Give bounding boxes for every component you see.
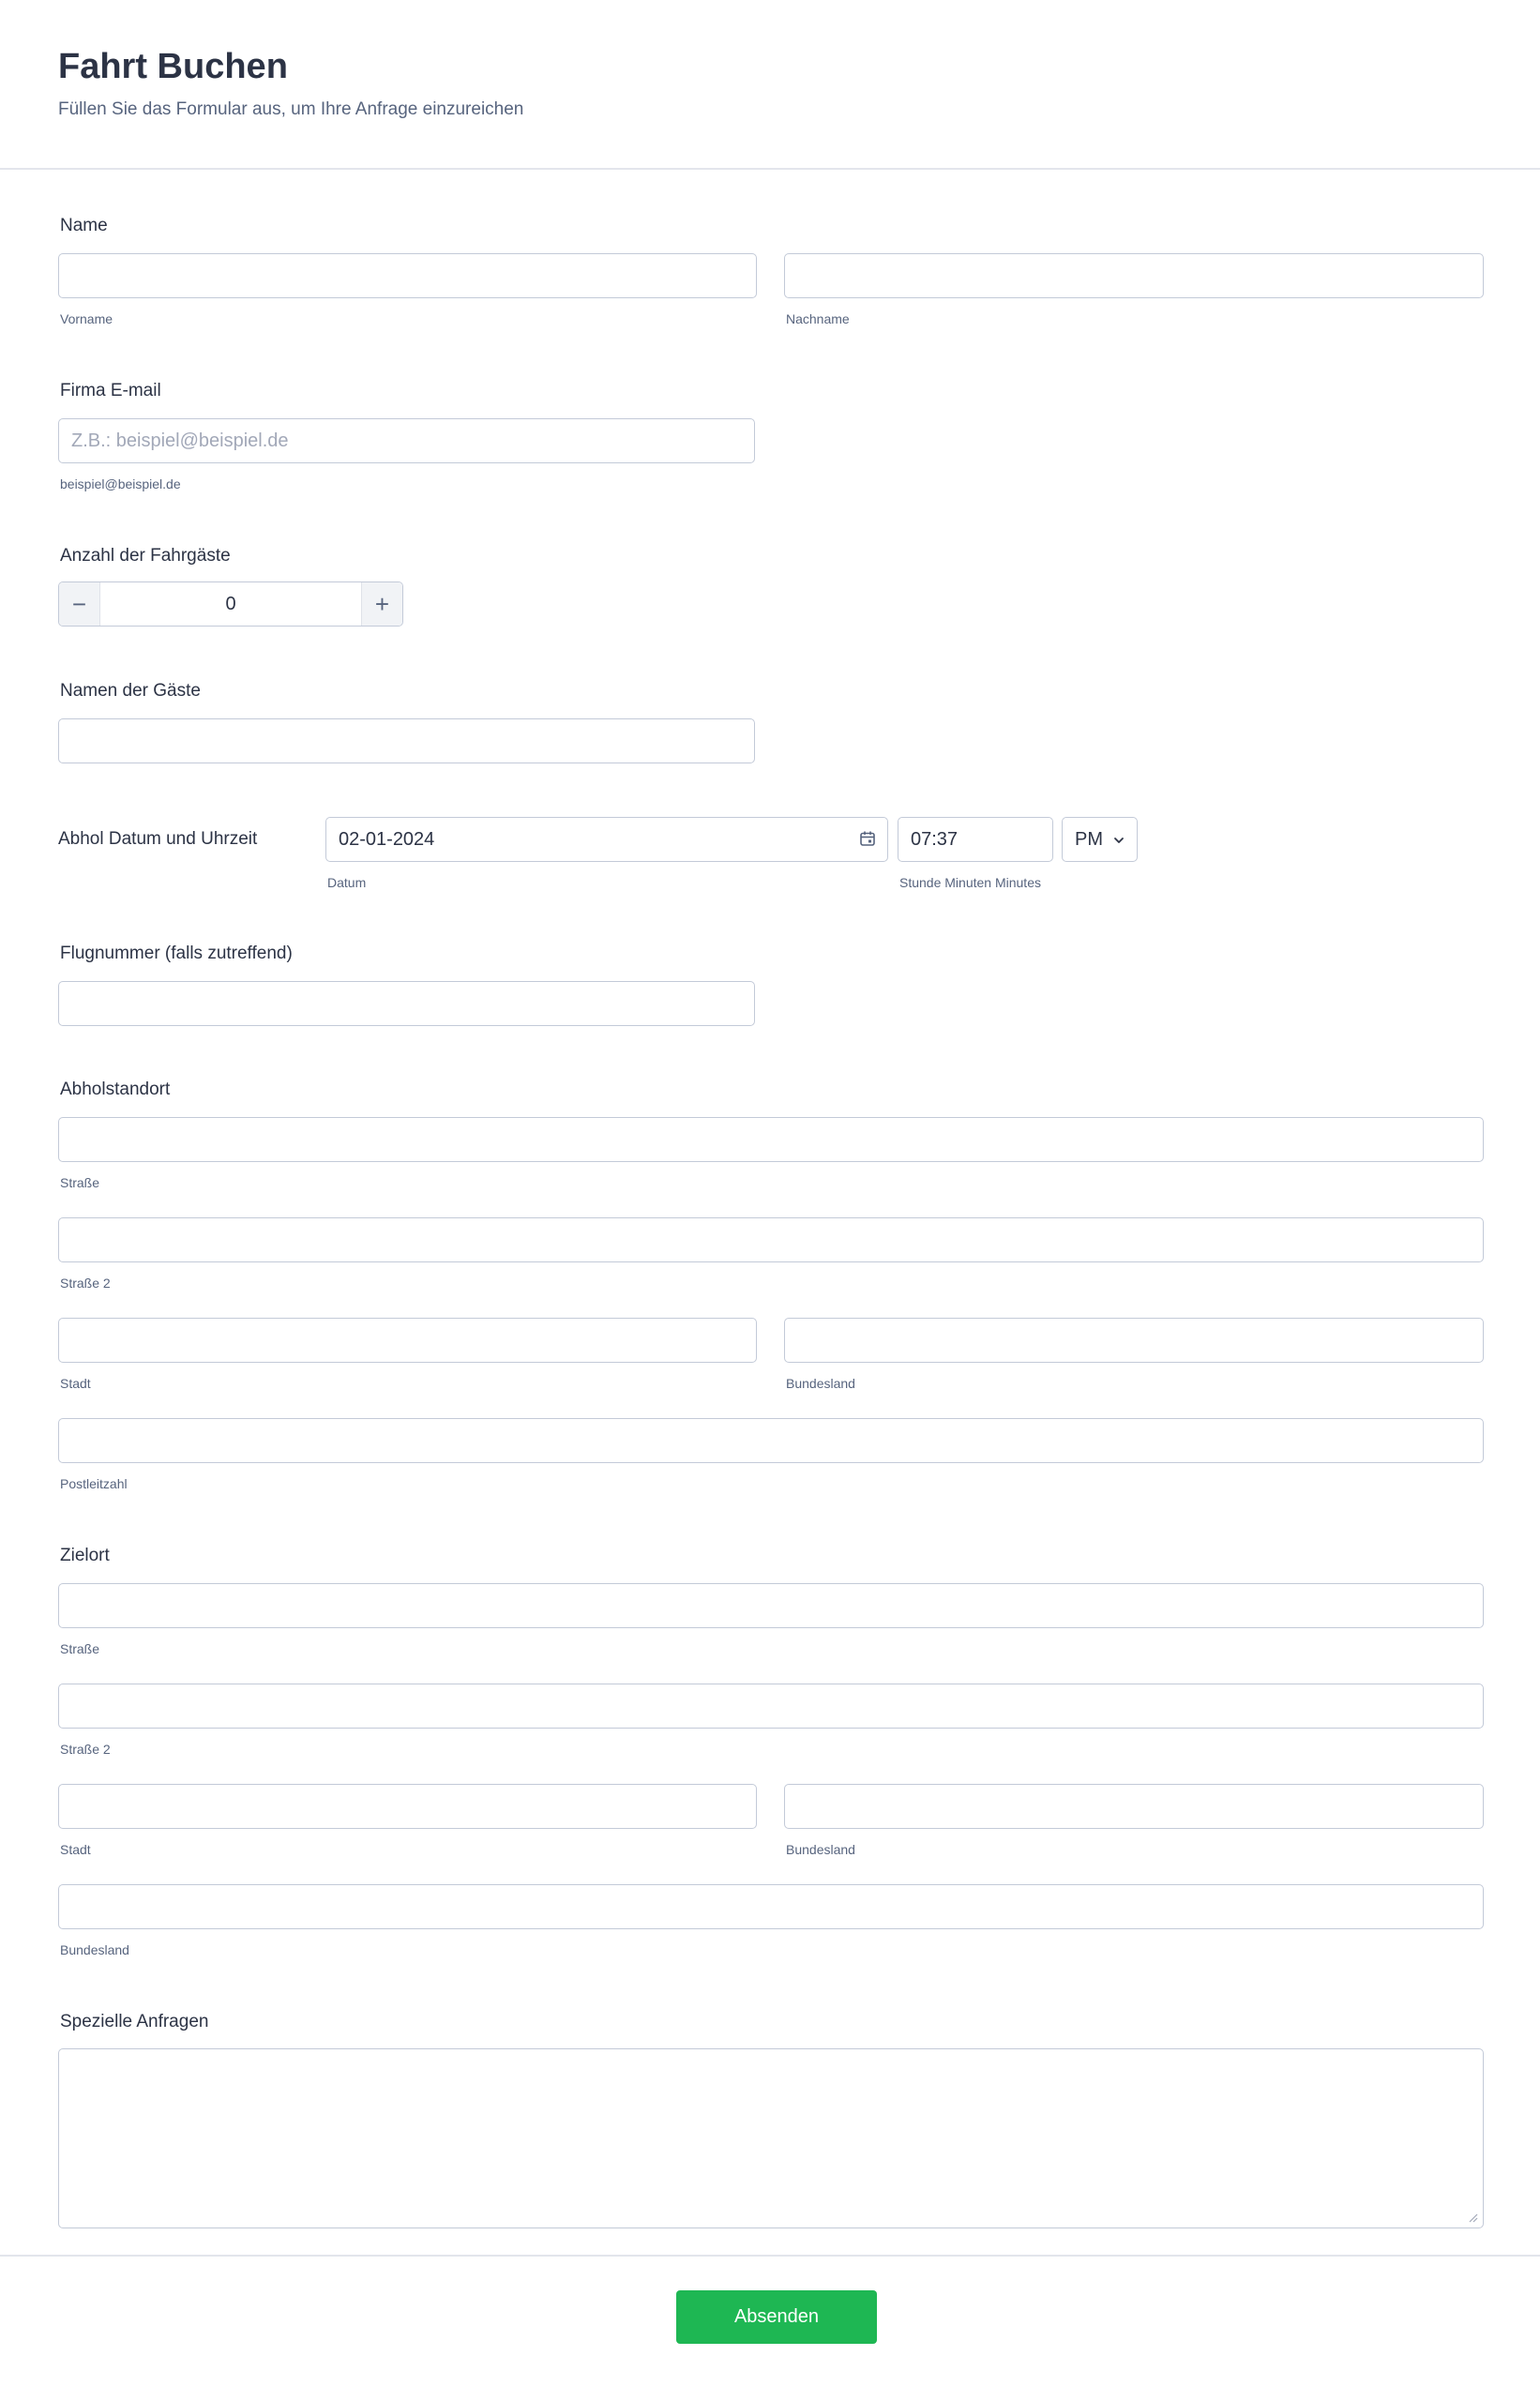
- pickup-street2-input[interactable]: [58, 1217, 1484, 1262]
- special-requests-label: Spezielle Anfragen: [60, 2012, 209, 2031]
- time-sublabel: Stunde Minuten Minutes: [899, 875, 1041, 890]
- pickup-zip-sublabel: Postleitzahl: [60, 1476, 128, 1491]
- last-name-input[interactable]: [784, 253, 1484, 298]
- pickup-state-sublabel: Bundesland: [786, 1376, 855, 1391]
- passengers-label: Anzahl der Fahrgäste: [60, 546, 231, 566]
- pickup-street-input[interactable]: [58, 1117, 1484, 1162]
- name-label: Name: [60, 216, 108, 235]
- time-value: 07:37: [911, 828, 959, 850]
- destination-street2-input[interactable]: [58, 1684, 1484, 1729]
- submit-button[interactable]: Absenden: [676, 2290, 877, 2344]
- pickup-street2-sublabel: Straße 2: [60, 1276, 111, 1291]
- form-header: [0, 0, 1540, 170]
- date-input[interactable]: [325, 817, 888, 862]
- destination-state-sublabel: Bundesland: [786, 1842, 855, 1857]
- destination-city-sublabel: Stadt: [60, 1842, 91, 1857]
- pickup-street-sublabel: Straße: [60, 1175, 100, 1190]
- destination-zip-sublabel: Bundesland: [60, 1942, 129, 1957]
- destination-city-input[interactable]: [58, 1784, 757, 1829]
- first-name-sublabel: Vorname: [60, 311, 113, 326]
- guests-label: Namen der Gäste: [60, 681, 201, 701]
- email-placeholder: Z.B.: beispiel@beispiel.de: [71, 430, 289, 451]
- increment-button[interactable]: +: [361, 582, 402, 626]
- destination-state-input[interactable]: [784, 1784, 1484, 1829]
- destination-zip-input[interactable]: [58, 1884, 1484, 1929]
- pickup-datetime-label: Abhol Datum und Uhrzeit: [58, 829, 258, 849]
- destination-street-sublabel: Straße: [60, 1641, 100, 1656]
- pickup-city-sublabel: Stadt: [60, 1376, 91, 1391]
- chevron-down-icon: [1112, 834, 1125, 847]
- ampm-select[interactable]: [1062, 817, 1138, 862]
- destination-street-input[interactable]: [58, 1583, 1484, 1628]
- destination-label: Zielort: [60, 1546, 110, 1565]
- form-title: Fahrt Buchen: [58, 47, 288, 86]
- calendar-icon[interactable]: [859, 830, 876, 847]
- form-subtitle: Füllen Sie das Formular aus, um Ihre Anfrage einzureichen: [58, 99, 524, 119]
- time-input[interactable]: [898, 817, 1053, 862]
- email-sublabel: beispiel@beispiel.de: [60, 476, 181, 491]
- pickup-city-input[interactable]: [58, 1318, 757, 1363]
- passengers-value[interactable]: 0: [225, 593, 236, 614]
- email-input[interactable]: [58, 418, 755, 463]
- flight-input[interactable]: [58, 981, 755, 1026]
- special-requests-textarea[interactable]: [58, 2048, 1484, 2228]
- decrement-button[interactable]: −: [59, 582, 100, 626]
- flight-label: Flugnummer (falls zutreffend): [60, 944, 293, 963]
- date-sublabel: Datum: [327, 875, 367, 890]
- resize-handle-icon[interactable]: [1467, 2212, 1478, 2223]
- passengers-stepper: [58, 581, 403, 627]
- ampm-value: PM: [1075, 828, 1103, 850]
- pickup-zip-input[interactable]: [58, 1418, 1484, 1463]
- date-value: 02-01-2024: [339, 828, 435, 850]
- first-name-input[interactable]: [58, 253, 757, 298]
- email-label: Firma E-mail: [60, 381, 161, 400]
- last-name-sublabel: Nachname: [786, 311, 850, 326]
- pickup-state-input[interactable]: [784, 1318, 1484, 1363]
- guests-input[interactable]: [58, 718, 755, 763]
- pickup-location-label: Abholstandort: [60, 1080, 171, 1099]
- destination-street2-sublabel: Straße 2: [60, 1742, 111, 1757]
